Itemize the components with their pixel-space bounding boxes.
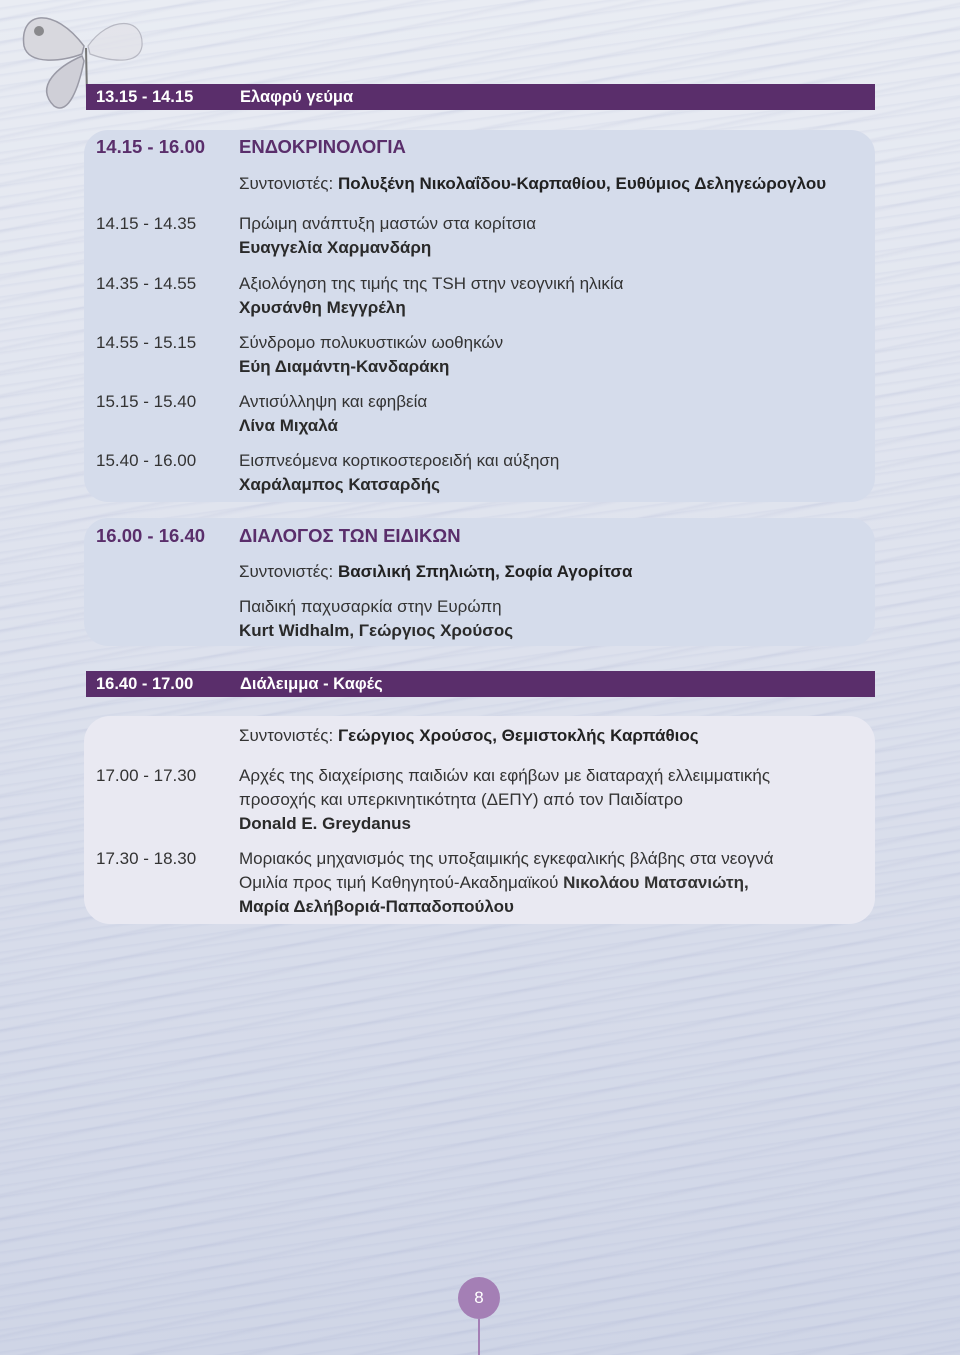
talk-time: 14.15 - 14.35 (96, 214, 197, 233)
talk-title-line1: Αρχές της διαχείρισης παιδιών και εφήβων με διαταραχή ελλειμματικής (239, 766, 771, 785)
moderators-label: Συντονιστές: (239, 726, 338, 745)
honoree-name: Νικολάου Ματσανιώτη, (563, 873, 749, 892)
moderators (239, 726, 699, 746)
talk-title: Σύνδρομο πολυκυστικών ωοθηκών (239, 333, 504, 352)
talk-speaker: Donald E. Greydanus (239, 814, 411, 833)
break-time: 16.40 - 17.00 (96, 675, 194, 693)
moderators-label: Συντονιστές: (239, 562, 338, 581)
moderators-names: Γεώργιος Χρούσος, Θεμιστοκλής Καρπάθιος (337, 726, 699, 745)
page-number-line (478, 1319, 480, 1355)
moderators-label: Συντονιστές: (239, 174, 338, 193)
talk-speaker: Χρυσάνθη Μεγγρέλη (239, 298, 406, 317)
talk-title: Αντισύλληψη και εφηβεία (239, 392, 428, 411)
talk-speaker: Μαρία Δελήβοριά-Παπαδοπούλου (239, 897, 514, 916)
talk-time: 17.30 - 18.30 (96, 849, 197, 868)
session-title: ΕΝΔΟΚΡΙΝΟΛΟΓΙΑ (239, 136, 406, 157)
talk-time: 15.15 - 15.40 (96, 392, 197, 411)
moderators-names: Βασιλική Σπηλιώτη, Σοφία Αγορίτσα (337, 562, 633, 581)
session-time: 14.15 - 16.00 (96, 136, 206, 157)
page-number: 8 (458, 1277, 500, 1319)
moderators (239, 562, 633, 582)
honor-prefix: Ομιλία προς τιμή Καθηγητού-Ακαδημαϊκού (239, 873, 564, 892)
talk-speaker: Χαράλαμπος Κατσαρδής (239, 475, 440, 494)
lunch-time: 13.15 - 14.15 (96, 88, 194, 106)
lunch-bar (86, 84, 875, 110)
lunch-label: Ελαφρύ γεύμα (240, 88, 354, 106)
talk-title-line1: Μοριακός μηχανισμός της υποξαιμικής εγκεφαλικής βλάβης στα νεογνά (239, 849, 774, 868)
break-label: Διάλειμμα - Καφές (240, 675, 383, 693)
moderators (239, 174, 826, 194)
talk-title-line2: προσοχής και υπερκινητικότητα (ΔΕΠΥ) από τον Παιδίατρο (239, 790, 683, 809)
talk-time: 14.35 - 14.55 (96, 274, 197, 293)
talk-title: Εισπνεόμενα κορτικοστεροειδή και αύξηση (239, 451, 560, 470)
session-time: 16.00 - 16.40 (96, 525, 206, 546)
talk-speaker: Εύη Διαμάντη-Κανδαράκη (239, 357, 450, 376)
moderators-names: Πολυξένη Νικολαΐδου-Καρπαθίου, Ευθύμιος Δεληγεώρογλου (337, 174, 827, 193)
talk-title: Πρώιμη ανάπτυξη μαστών στα κορίτσια (239, 214, 537, 233)
talk-time: 14.55 - 15.15 (96, 333, 197, 352)
session-title: ΔΙΑΛΟΓΟΣ ΤΩΝ ΕΙΔΙΚΩΝ (239, 525, 461, 546)
talk-title: Αξιολόγηση της τιμής της TSH στην νεογνική ηλικία (239, 274, 624, 293)
talk-speaker: Λίνα Μιχαλά (239, 416, 338, 435)
talk-speaker: Kurt Widhalm, Γεώργιος Χρούσος (239, 621, 514, 640)
talk-time: 15.40 - 16.00 (96, 451, 197, 470)
talk-speaker: Ευαγγελία Χαρμανδάρη (239, 238, 432, 257)
talk-time: 17.00 - 17.30 (96, 766, 197, 785)
talk-title-line2 (239, 873, 749, 893)
break-bar (86, 671, 875, 697)
talk-title: Παιδική παχυσαρκία στην Ευρώπη (239, 597, 502, 616)
